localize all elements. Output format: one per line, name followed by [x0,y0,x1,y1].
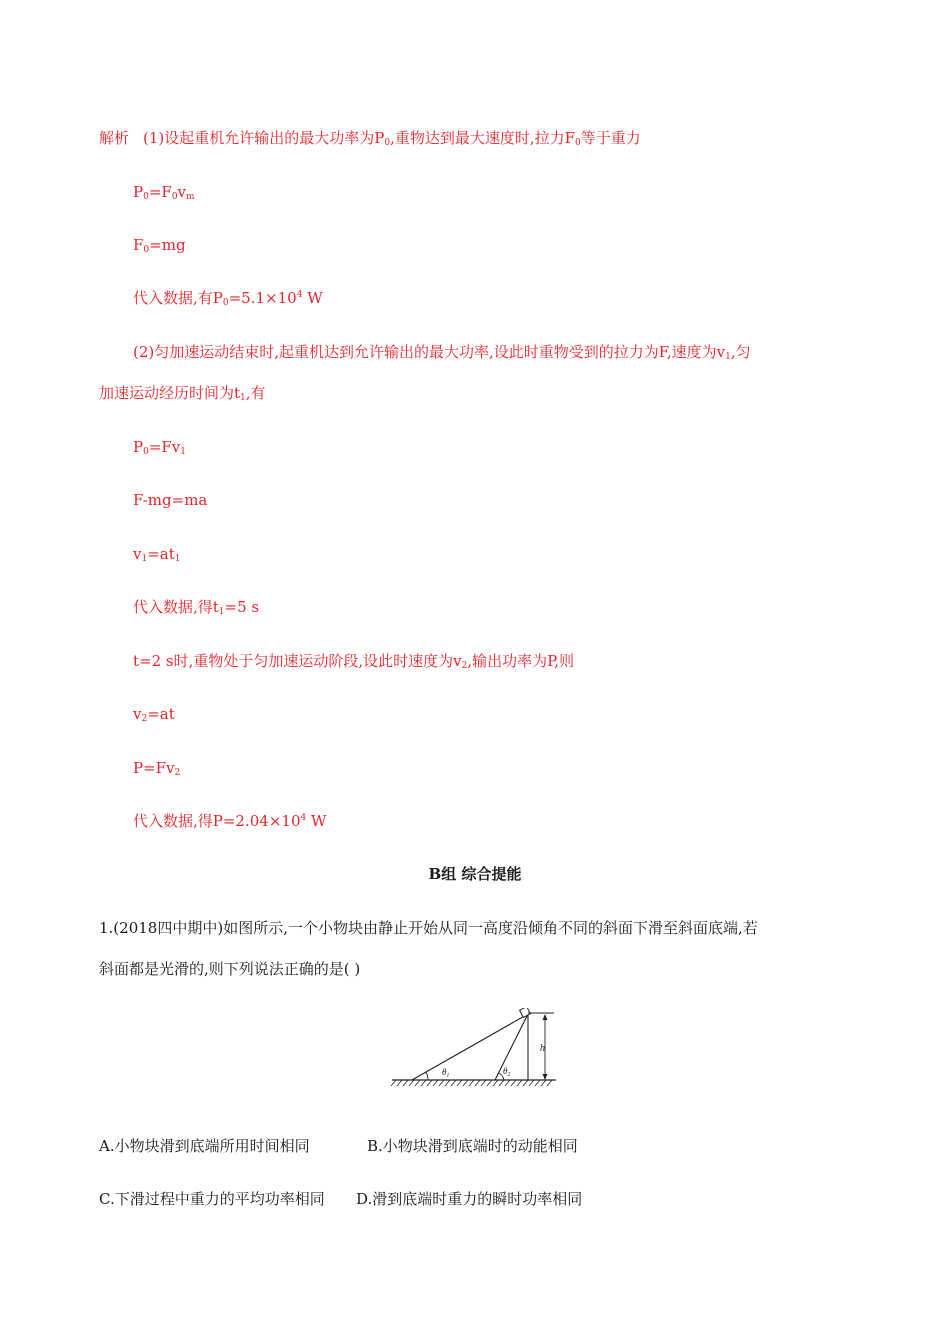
h-arrow-bottom [543,1074,548,1080]
theta1-label: $\theta_1$ [442,1067,450,1079]
incline-figure [390,1008,560,1088]
solution-intro: 解析 (1)设起重机允许输出的最大功率为$P_0$,重物达到最大速度时,拉力$F_0$等于重力 [99,129,641,148]
question-stem-line1: 1.(2018四中期中)如图所示,一个小物块由静止开始从同一高度沿倾角不同的斜面下滑至斜面底端,若 [99,919,758,937]
option-a[interactable]: A.小物块滑到底端所用时间相同 [99,1137,310,1155]
result-p: 代入数据,得$P=2.04\times 10^4$ W [133,812,327,830]
equation-f0: $F_0=mg$ [133,236,186,255]
equation-v1: $v_1=at_1$ [133,545,181,564]
option-d[interactable]: D.滑到底端时重力的瞬时功率相同 [356,1190,583,1208]
theta1-arc [426,1072,428,1080]
ground-hatching [391,1080,552,1086]
equation-p0-fv1: $P_0=Fv_1$ [133,438,187,457]
h-arrow-top [543,1014,548,1020]
option-b[interactable]: B.小物块滑到底端时的动能相同 [367,1137,578,1155]
equation-newton: F-mg=ma [133,491,208,509]
question-stem-line2: 斜面都是光滑的,则下列说法正确的是( ) [99,960,361,978]
part2-line1: (2)匀加速运动结束时,起重机达到允许输出的最大功率,设此时重物受到的拉力为F,速度为$v_1$,匀 [133,343,751,362]
equation-v2: $v_2=at$ [133,705,175,724]
h-label: h [540,1043,545,1054]
equation-p0: $P_0=F_0v_m$ [133,183,195,202]
result-p0: 代入数据,有$P_0=5.1\times 10^4$ W [133,289,323,308]
theta2-label: $\theta_2$ [503,1066,511,1078]
section-title: B组 综合提能 [428,865,522,883]
option-c[interactable]: C.下滑过程中重力的平均功率相同 [99,1190,325,1208]
incline-1 [412,1014,528,1080]
solution-label: 解析 [99,129,130,147]
result-t1: 代入数据,得$t_1=5$ s [133,598,260,617]
part2-line2: 加速运动经历时间为$t_1$,有 [99,384,266,403]
equation-p: $P=Fv_2$ [133,759,181,778]
t2-statement: t=2 s时,重物处于匀加速运动阶段,设此时速度为$v_2$,输出功率为P,则 [133,652,574,671]
